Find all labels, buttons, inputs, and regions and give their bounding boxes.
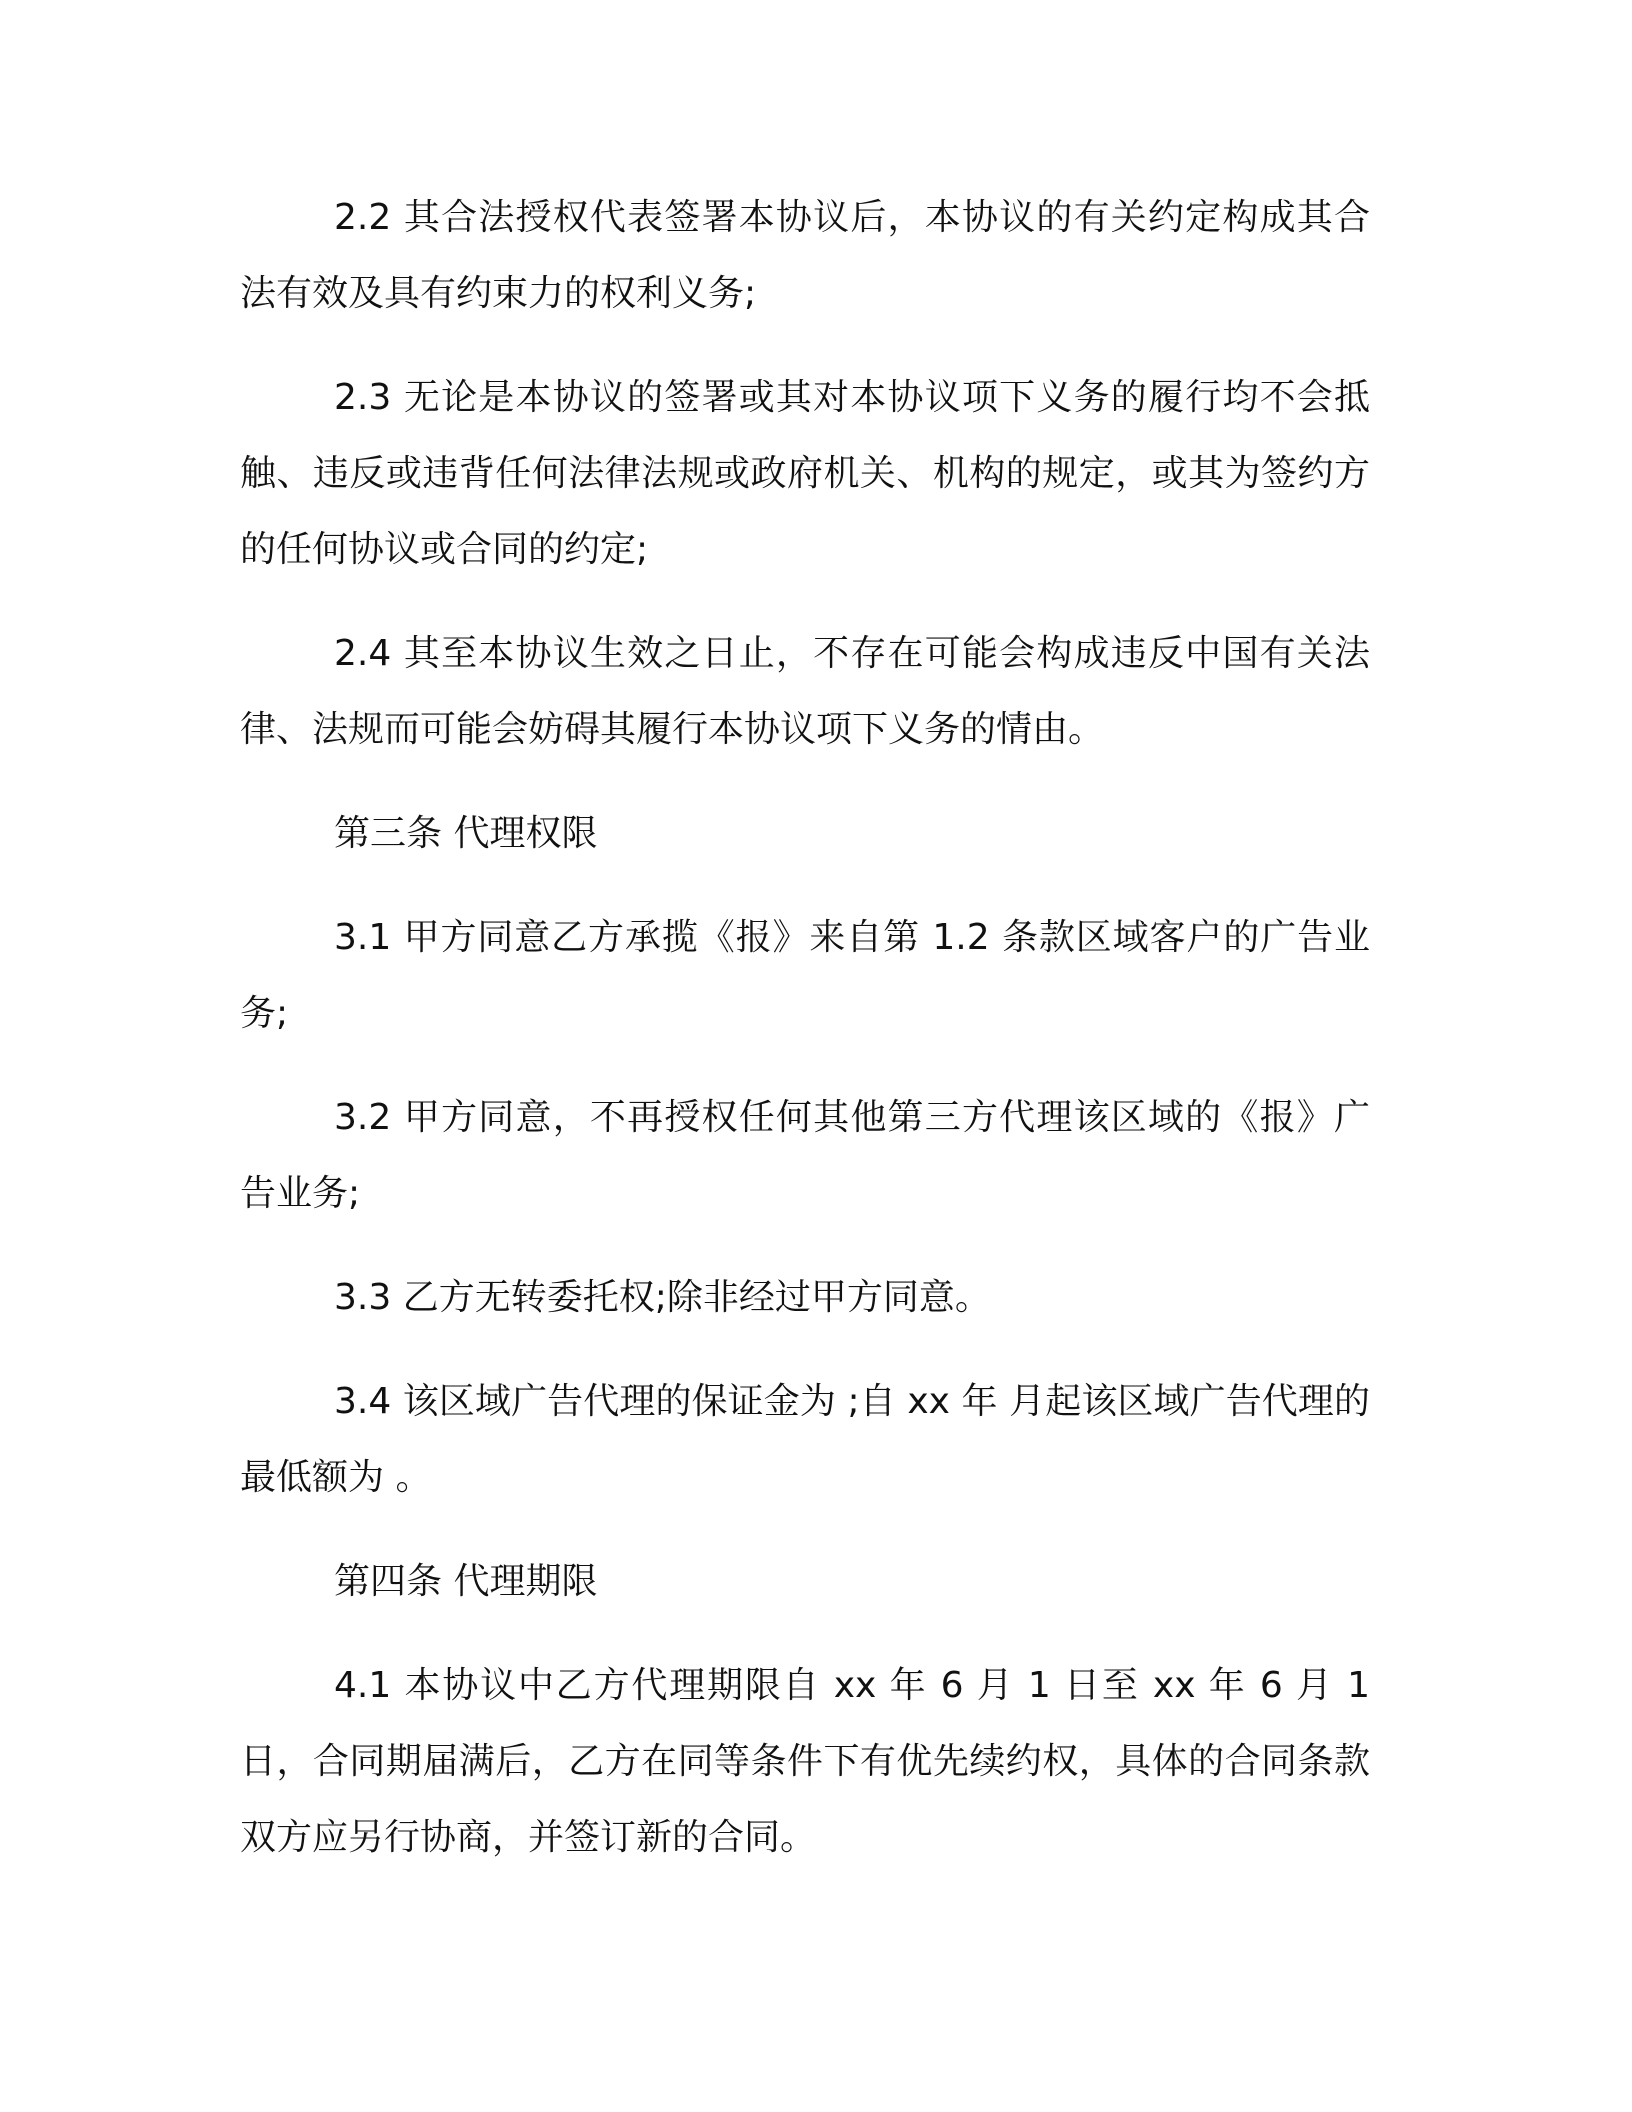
clause-3-4: 3.4 该区域广告代理的保证金为 ;自 xx 年 月起该区域广告代理的最低额为 。	[240, 1381, 1370, 1498]
clause-4-1: 4.1 本协议中乙方代理期限自 xx 年 6 月 1 日至 xx 年 6 月 1 日，合同期届满后，乙方在同等条件下有优先续约权，具体的合同条款双方应另行协商，并签订新的合同。	[240, 1665, 1370, 1858]
clause-3-2: 3.2 甲方同意，不再授权任何其他第三方代理该区域的《报》广告业务;	[240, 1097, 1370, 1214]
clause-2-2: 2.2 其合法授权代表签署本协议后，本协议的有关约定构成其合法有效及具有约束力的权利义务;	[240, 197, 1370, 314]
clause-3-1: 3.1 甲方同意乙方承揽《报》来自第 1.2 条款区域客户的广告业务;	[240, 917, 1370, 1034]
article-3-heading: 第三条 代理权限	[334, 813, 598, 854]
clause-2-4: 2.4 其至本协议生效之日止，不存在可能会构成违反中国有关法律、法规而可能会妨碍其履行本协议项下义务的情由。	[240, 633, 1370, 750]
clause-3-3: 3.3 乙方无转委托权;除非经过甲方同意。	[334, 1277, 991, 1318]
article-4-heading: 第四条 代理期限	[334, 1561, 598, 1602]
clause-2-3: 2.3 无论是本协议的签署或其对本协议项下义务的履行均不会抵触、违反或违背任何法律法规或政府机关、机构的规定，或其为签约方的任何协议或合同的约定;	[240, 377, 1370, 570]
document-page	[240, 180, 1370, 1904]
